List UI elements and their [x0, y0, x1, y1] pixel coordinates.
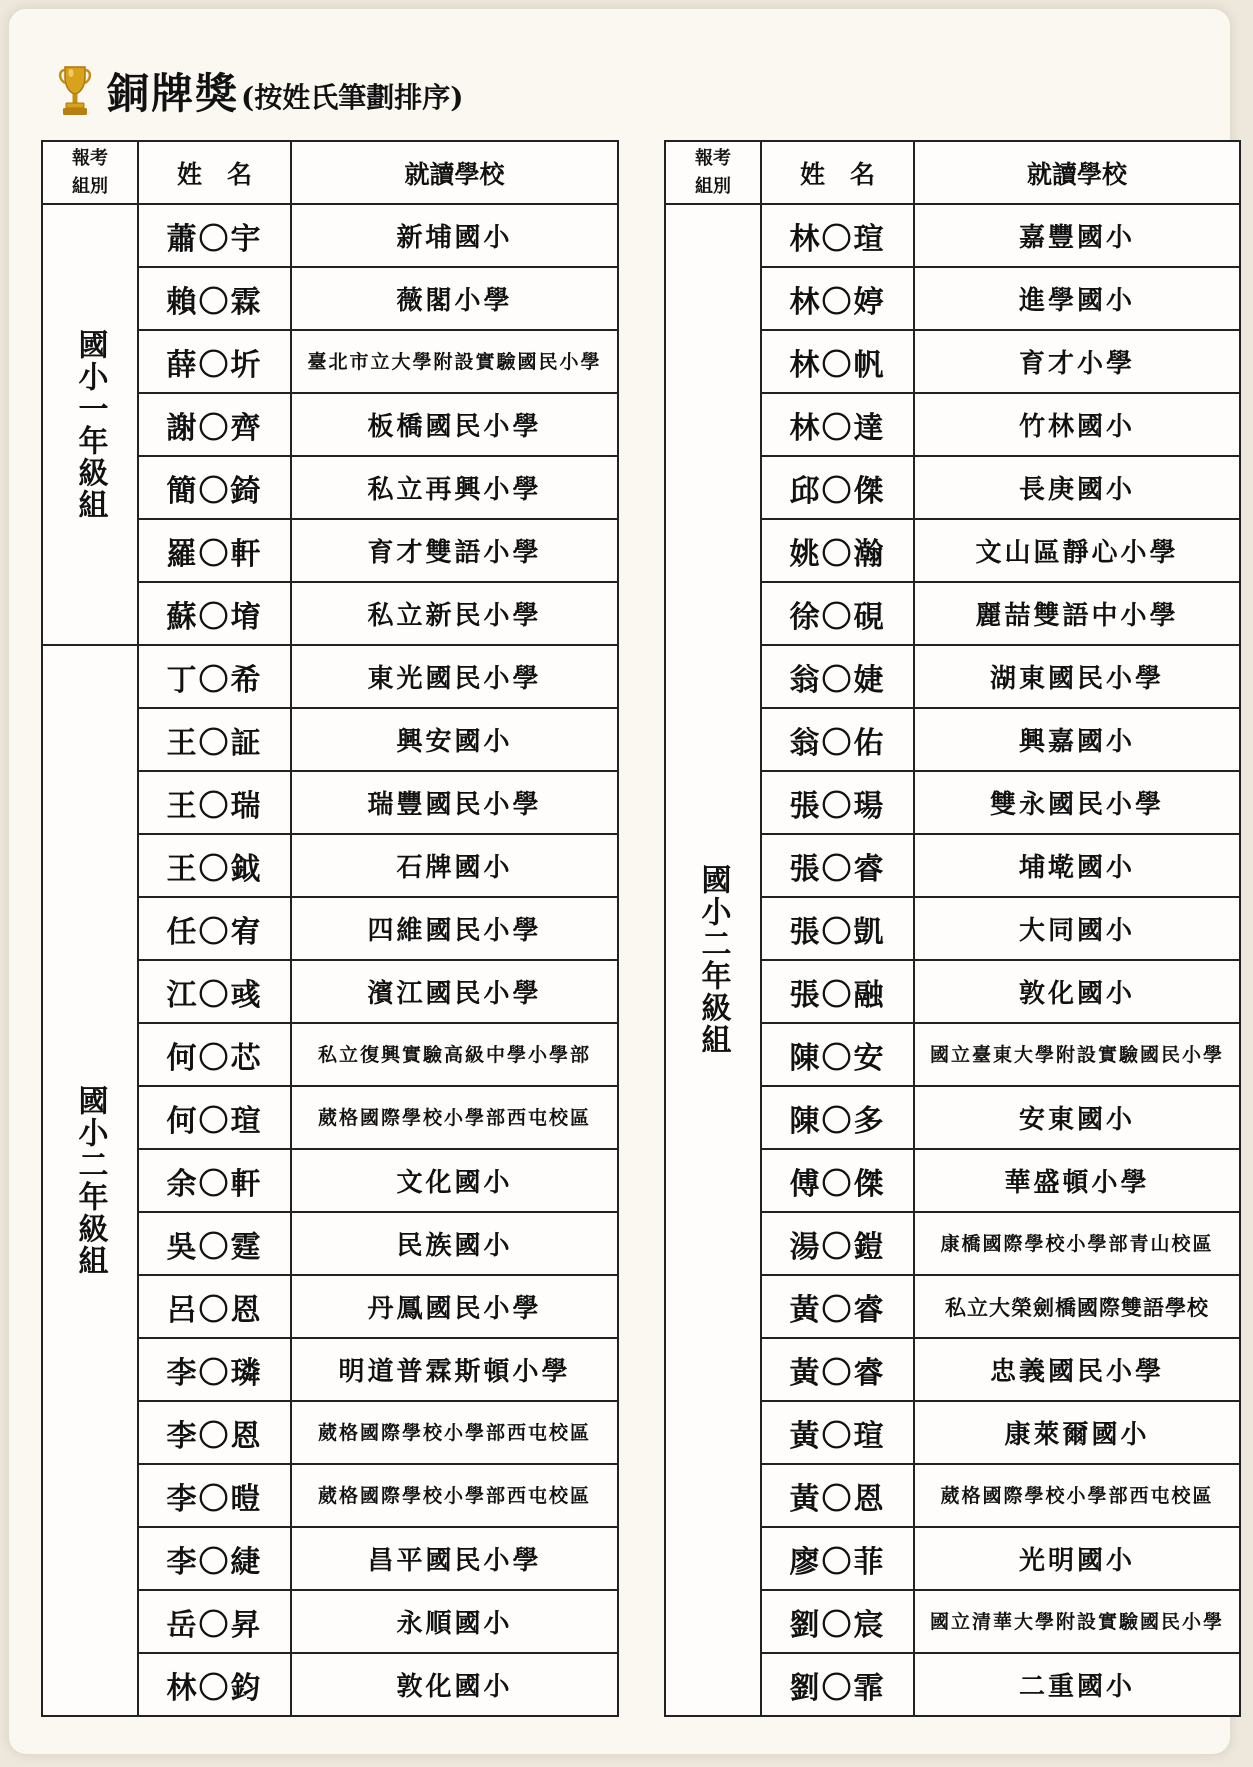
school-name: 長庚國小 — [914, 456, 1240, 519]
student-name: 劉〇宸 — [761, 1590, 914, 1653]
school-name: 敦化國小 — [914, 960, 1240, 1023]
school-name: 葳格國際學校小學部西屯校區 — [914, 1464, 1240, 1527]
school-name: 私立新民小學 — [291, 582, 618, 645]
student-name: 林〇鈞 — [138, 1653, 291, 1716]
school-name: 國立臺東大學附設實驗國民小學 — [914, 1023, 1240, 1086]
school-name: 葳格國際學校小學部西屯校區 — [291, 1086, 618, 1149]
student-name: 湯〇鎧 — [761, 1212, 914, 1275]
table-row — [665, 204, 1240, 267]
school-name: 私立復興實驗高級中學小學部 — [291, 1023, 618, 1086]
school-name: 民族國小 — [291, 1212, 618, 1275]
school-name: 國立清華大學附設實驗國民小學 — [914, 1590, 1240, 1653]
student-name: 任〇宥 — [138, 897, 291, 960]
column-header-group: 報考 組別 — [665, 141, 761, 204]
student-name: 余〇軒 — [138, 1149, 291, 1212]
student-name: 林〇婷 — [761, 267, 914, 330]
student-name: 吳〇霆 — [138, 1212, 291, 1275]
school-name: 麗喆雙語中小學 — [914, 582, 1240, 645]
group-label: 國小一年級組 — [42, 204, 138, 645]
student-name: 賴〇霖 — [138, 267, 291, 330]
student-name: 廖〇菲 — [761, 1527, 914, 1590]
student-name: 丁〇希 — [138, 645, 291, 708]
student-name: 江〇彧 — [138, 960, 291, 1023]
student-name: 薛〇圻 — [138, 330, 291, 393]
school-name: 育才小學 — [914, 330, 1240, 393]
student-name: 呂〇恩 — [138, 1275, 291, 1338]
school-name: 光明國小 — [914, 1527, 1240, 1590]
school-name: 二重國小 — [914, 1653, 1240, 1716]
header-row — [42, 141, 618, 204]
school-name: 瑞豐國民小學 — [291, 771, 618, 834]
school-name: 新埔國小 — [291, 204, 618, 267]
student-name: 張〇睿 — [761, 834, 914, 897]
student-name: 劉〇霏 — [761, 1653, 914, 1716]
student-name: 張〇融 — [761, 960, 914, 1023]
student-name: 黃〇瑄 — [761, 1401, 914, 1464]
roster-table-left — [41, 140, 619, 1717]
school-name: 私立再興小學 — [291, 456, 618, 519]
student-name: 李〇恩 — [138, 1401, 291, 1464]
school-name: 板橋國民小學 — [291, 393, 618, 456]
student-name: 王〇鉞 — [138, 834, 291, 897]
school-name: 康橋國際學校小學部青山校區 — [914, 1212, 1240, 1275]
student-name: 林〇帆 — [761, 330, 914, 393]
school-name: 文化國小 — [291, 1149, 618, 1212]
student-name: 何〇芯 — [138, 1023, 291, 1086]
trophy-icon — [57, 63, 93, 119]
school-name: 埔墘國小 — [914, 834, 1240, 897]
award-title: 銅牌獎 — [107, 69, 240, 118]
school-name: 東光國民小學 — [291, 645, 618, 708]
student-name: 黃〇睿 — [761, 1338, 914, 1401]
school-name: 嘉豐國小 — [914, 204, 1240, 267]
student-name: 翁〇佑 — [761, 708, 914, 771]
student-name: 蕭〇宇 — [138, 204, 291, 267]
school-name: 華盛頓小學 — [914, 1149, 1240, 1212]
award-subtitle: (按姓氏筆劃排序) — [241, 81, 464, 114]
student-name: 羅〇軒 — [138, 519, 291, 582]
column-header-name: 姓 名 — [138, 141, 291, 204]
school-name: 興嘉國小 — [914, 708, 1240, 771]
school-name: 濱江國民小學 — [291, 960, 618, 1023]
student-name: 陳〇多 — [761, 1086, 914, 1149]
school-name: 永順國小 — [291, 1590, 618, 1653]
school-name: 臺北市立大學附設實驗國民小學 — [291, 330, 618, 393]
column-header-school: 就讀學校 — [914, 141, 1240, 204]
school-name: 湖東國民小學 — [914, 645, 1240, 708]
student-name: 簡〇錡 — [138, 456, 291, 519]
student-name: 張〇凱 — [761, 897, 914, 960]
student-name: 岳〇昇 — [138, 1590, 291, 1653]
student-name: 李〇緁 — [138, 1527, 291, 1590]
student-name: 林〇瑄 — [761, 204, 914, 267]
column-header-group: 報考 組別 — [42, 141, 138, 204]
school-name: 忠義國民小學 — [914, 1338, 1240, 1401]
student-name: 徐〇硯 — [761, 582, 914, 645]
school-name: 四維國民小學 — [291, 897, 618, 960]
school-name: 康萊爾國小 — [914, 1401, 1240, 1464]
student-name: 邱〇傑 — [761, 456, 914, 519]
school-name: 葳格國際學校小學部西屯校區 — [291, 1401, 618, 1464]
school-name: 薇閣小學 — [291, 267, 618, 330]
table-row — [42, 645, 618, 708]
student-name: 李〇璘 — [138, 1338, 291, 1401]
school-name: 石牌國小 — [291, 834, 618, 897]
group-label: 國小二年級組 — [665, 204, 761, 1716]
student-name: 陳〇安 — [761, 1023, 914, 1086]
group-label: 國小二年級組 — [42, 645, 138, 1716]
student-name: 何〇瑄 — [138, 1086, 291, 1149]
school-name: 竹林國小 — [914, 393, 1240, 456]
school-name: 明道普霖斯頓小學 — [291, 1338, 618, 1401]
award-header — [57, 61, 464, 121]
school-name: 葳格國際學校小學部西屯校區 — [291, 1464, 618, 1527]
column-header-school: 就讀學校 — [291, 141, 618, 204]
school-name: 育才雙語小學 — [291, 519, 618, 582]
student-name: 林〇達 — [761, 393, 914, 456]
school-name: 昌平國民小學 — [291, 1527, 618, 1590]
school-name: 大同國小 — [914, 897, 1240, 960]
student-name: 王〇瑞 — [138, 771, 291, 834]
student-name: 李〇暟 — [138, 1464, 291, 1527]
school-name: 興安國小 — [291, 708, 618, 771]
school-name: 雙永國民小學 — [914, 771, 1240, 834]
school-name: 丹鳳國民小學 — [291, 1275, 618, 1338]
school-name: 文山區靜心小學 — [914, 519, 1240, 582]
school-name: 私立大榮劍橋國際雙語學校 — [914, 1275, 1240, 1338]
student-name: 張〇瑒 — [761, 771, 914, 834]
student-name: 傅〇傑 — [761, 1149, 914, 1212]
student-name: 謝〇齊 — [138, 393, 291, 456]
header-row — [665, 141, 1240, 204]
roster-table-right — [664, 140, 1241, 1717]
student-name: 黃〇恩 — [761, 1464, 914, 1527]
certificate-page — [8, 8, 1231, 1755]
column-header-name: 姓 名 — [761, 141, 914, 204]
student-name: 姚〇瀚 — [761, 519, 914, 582]
student-name: 王〇証 — [138, 708, 291, 771]
school-name: 安東國小 — [914, 1086, 1240, 1149]
student-name: 翁〇婕 — [761, 645, 914, 708]
school-name: 敦化國小 — [291, 1653, 618, 1716]
school-name: 進學國小 — [914, 267, 1240, 330]
table-row — [42, 204, 618, 267]
student-name: 黃〇睿 — [761, 1275, 914, 1338]
student-name: 蘇〇堉 — [138, 582, 291, 645]
